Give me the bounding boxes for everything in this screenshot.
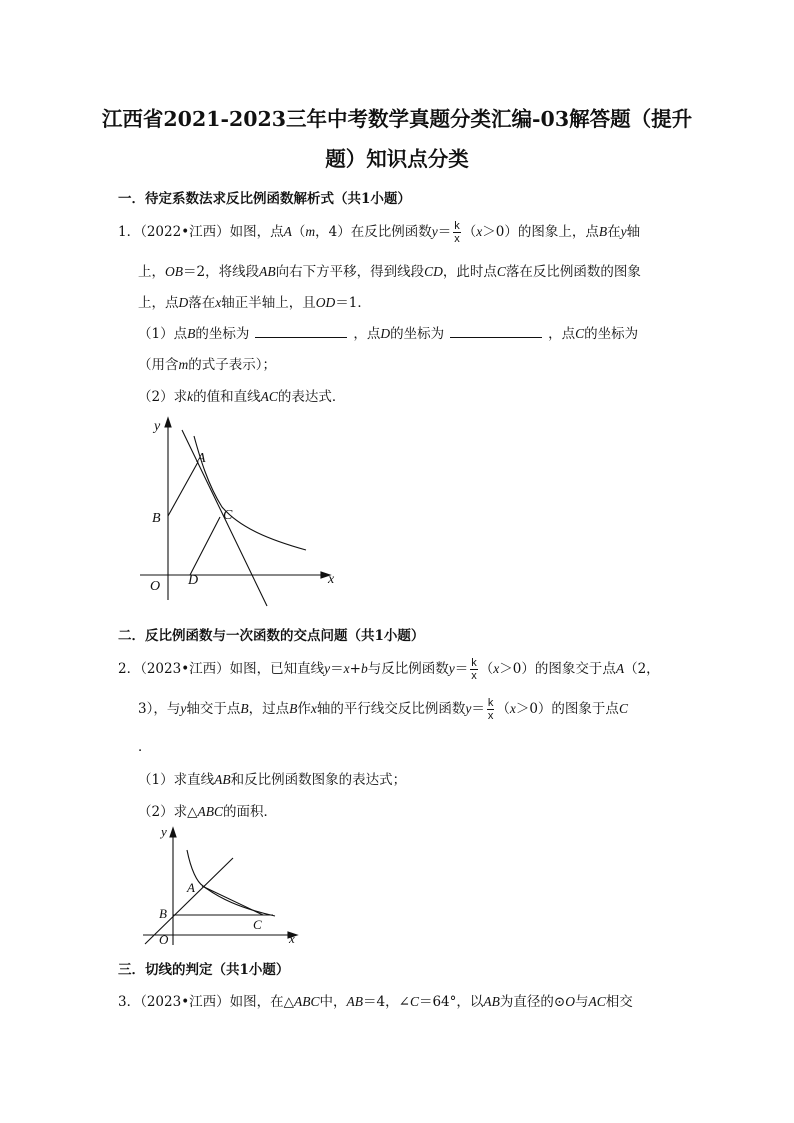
q1-line-2: 上，OB＝2，将线段AB向右下方平移，得到线段CD，此时点C落在反比例函数的图象 <box>138 264 641 280</box>
q1-part2: （2）求k的值和直线AC的表达式． <box>138 389 346 405</box>
fraction-k-over-x: $\frac{k}{x}$ <box>487 697 494 722</box>
q2-label-O: O <box>159 932 169 947</box>
q1-label-O: O <box>150 579 161 594</box>
q1-label-B: B <box>152 511 161 526</box>
answer-blank-1[interactable] <box>255 325 347 338</box>
q2-part1: （1）求直线AB和反比例函数图象的表达式； <box>138 772 407 788</box>
q1-part1: （1）点B的坐标为 ，点D的坐标为 ，点C的坐标为 <box>138 326 639 342</box>
q1-hyperbola <box>194 436 306 550</box>
q2-label-y: y <box>161 824 167 839</box>
q2-line-1: 2．（2023•江西）如图，已知直线y＝x+b与反比例函数y＝ $\frac{k}{x}$ （x＞0）的图象交于点A（2， <box>118 657 660 682</box>
q2-label-B: B <box>159 906 167 921</box>
q1-label-A: A <box>197 451 206 466</box>
q1-figure <box>130 410 350 610</box>
fraction-k-over-x: $\frac{k}{x}$ <box>454 220 460 245</box>
section-heading-3: 三．切线的判定（共1小题） <box>118 962 290 978</box>
section-heading-2: 二．反比例函数与一次函数的交点问题（共1小题） <box>118 628 425 644</box>
q2-label-x: x <box>289 931 295 946</box>
q1-segment-CD <box>190 517 220 575</box>
document-title-line1: 江西省2021-2023三年中考数学真题分类汇编-03解答题（提升 <box>101 107 693 131</box>
q1-y-axis-arrow <box>165 418 171 427</box>
section-heading-1: 一．待定系数法求反比例函数解析式（共1小题） <box>118 191 411 207</box>
q1-part1-note: （用含m的式子表示）； <box>138 357 276 373</box>
q1-label-C: C <box>223 508 233 523</box>
q1-label-x: x <box>328 572 335 587</box>
q2-line-2: 3），与y轴交于点B，过点B作x轴的平行线交反比例函数y＝ $\frac{k}{x}$ （x＞0）的图象于点C <box>138 697 628 722</box>
document-title-line2: 题）知识点分类 <box>325 147 469 171</box>
q2-y-axis-arrow <box>170 828 176 837</box>
q1-label-y: y <box>154 419 161 434</box>
q1-segment-AB <box>168 462 198 516</box>
q1-line-3: 上，点D落在x轴正半轴上，且OD＝1． <box>138 295 371 311</box>
q2-label-C: C <box>253 917 262 932</box>
q2-line-3: ． <box>138 739 152 755</box>
answer-blank-2[interactable] <box>450 325 542 338</box>
q2-part2: （2）求△ABC的面积． <box>138 804 277 820</box>
q1-line-1: 1．（2022•江西）如图，点A（m，4）在反比例函数y＝ $\frac{k}{x}$ （x＞0）的图象上，点B在y轴 <box>118 220 641 245</box>
fraction-k-over-x: $\frac{k}{x}$ <box>471 657 477 682</box>
q2-figure <box>135 820 305 950</box>
q3-line-1: 3．（2023•江西）如图，在△ABC中，AB＝4，∠C＝64°，以AB为直径的⊙O与AC相交 <box>118 994 633 1010</box>
q1-label-D: D <box>188 573 199 588</box>
q2-label-A: A <box>187 880 195 895</box>
